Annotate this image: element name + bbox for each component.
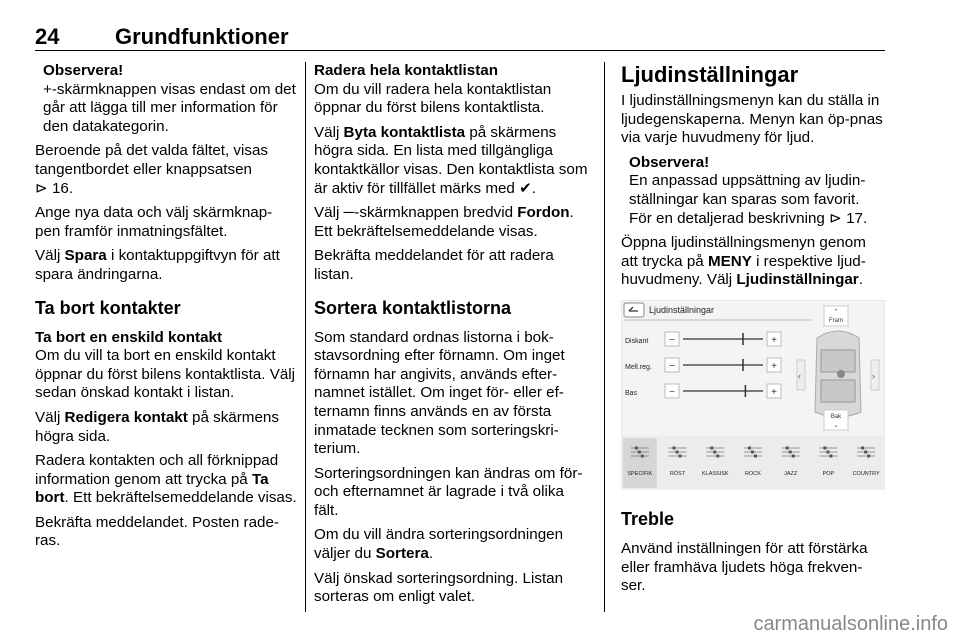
page-ref: 16. <box>51 179 74 197</box>
text: i respektive ljud-huvudmeny. Välj <box>621 252 866 289</box>
text: på skärmens högra sida. <box>35 408 279 445</box>
paragraph: Om du vill ta bort en enskild kontakt öppnar du först bilens kontaktlista. Välj sedan önskad kontakt i listan. <box>35 347 296 402</box>
sound-settings-screenshot <box>621 300 885 490</box>
slider-label: Diskant <box>625 337 649 345</box>
ui-term: Ta bort <box>35 470 269 507</box>
paragraph <box>35 409 297 446</box>
front-label: Fram <box>829 317 843 324</box>
paragraph: I ljudinställningsmenyn kan du ställa in ljudegenskaperna. Menyn kan öp-pnas via varje huvudmeny för ljud. <box>621 92 883 147</box>
column-divider <box>305 62 306 612</box>
subsection-heading: Ta bort en enskild kontakt <box>35 328 223 346</box>
page-title: Grundfunktioner <box>115 24 289 49</box>
chevron-up-icon: ⌃ <box>833 308 839 316</box>
preset-label: RÖST <box>669 470 686 477</box>
chevron-down-icon: ⌄ <box>833 421 839 429</box>
paragraph <box>314 526 590 563</box>
text: Välj ─-skärmknappen bredvid <box>314 204 518 222</box>
page-header <box>35 24 885 51</box>
ui-term: Byta kontaktlista <box>343 123 466 141</box>
paragraph: Sorteringsordningen kan ändras om för- och efternamnet är lagrade i två olika fält. <box>314 464 583 519</box>
plus-icon: + <box>771 386 777 398</box>
text: Välj <box>314 123 344 141</box>
preset-label: KLASSISK <box>701 470 729 477</box>
subsection-heading: Radera hela kontaktlistan <box>314 62 499 79</box>
text: . <box>428 545 434 563</box>
ui-term: Fordon <box>517 204 570 222</box>
paragraph: Välj önskad sorteringsordning. Listan sorteras om enligt valet. <box>314 569 564 606</box>
page-number: 24 <box>35 24 60 49</box>
chevron-left-icon: ‹ <box>798 370 801 381</box>
paragraph <box>621 234 885 290</box>
section-heading: Sortera kontaktlistorna <box>314 297 512 318</box>
text: på skärmens högra sida. En lista med tillgängliga kontaktkällor visas. Den kontaktlista som är aktiv för tillfället märks med ✔. <box>314 123 588 197</box>
text: . Ett bekräftelsemeddelande visas. <box>314 204 574 240</box>
text: . <box>858 271 863 289</box>
column-3 <box>621 62 885 602</box>
text: . Ett bekräftelsemeddelande visas. <box>64 489 297 507</box>
minus-icon: − <box>669 334 675 346</box>
paragraph-text: Beroende på det valda fältet, visas tangentbordet eller knappsatsen <box>35 142 269 178</box>
paragraph: Om du vill radera hela kontaktlistan öppnar du först bilens kontaktlista. <box>314 80 552 117</box>
preset-label: ROCK <box>745 470 761 477</box>
section-heading: Ljudinställningar <box>621 62 799 87</box>
text: Om du vill ändra sorteringsordningen väljer du <box>314 526 564 563</box>
section-heading: Treble <box>621 508 675 529</box>
paragraph: Ange nya data och välj skärmknap-pen framför inmatningsfältet. <box>35 204 273 240</box>
page-ref-icon: ⊳ <box>35 179 48 197</box>
text: Radera kontakten och all förknippad information genom att trycka på <box>35 452 279 488</box>
paragraph: Som standard ordnas listorna i bok-stavsordning efter förnamn. Om inget förnamn har angivits, används efter-namnet istället. Om inget för- eller ef-ternamn finns används en av första inmatade tecknen som sorteringskri-terium. <box>314 328 565 458</box>
ui-term: MENY <box>707 252 752 270</box>
ui-term: Redigera kontakt <box>64 408 188 426</box>
preset-label: SPECIFIK <box>627 470 653 477</box>
paragraph: Bekräfta meddelandet. Posten rade-ras. <box>35 513 279 550</box>
infotainment-screen <box>621 300 885 490</box>
chevron-right-icon: › <box>872 370 875 381</box>
minus-icon: − <box>669 360 675 372</box>
column-2 <box>314 62 590 613</box>
back-button[interactable] <box>624 303 644 317</box>
preset-label: POP <box>822 470 835 477</box>
paragraph <box>314 124 590 198</box>
ui-term: Sortera <box>375 545 429 563</box>
note-text: En anpassad uppsättning av ljudin-ställningar kan sparas som favorit. För en detaljerad beskrivning <box>629 172 866 227</box>
balance-point[interactable] <box>837 370 845 378</box>
note-box <box>629 154 885 228</box>
paragraph: Bekräfta meddelandet för att radera listan. <box>314 247 554 283</box>
column-divider <box>604 62 605 612</box>
paragraph <box>314 204 590 241</box>
section-heading: Ta bort kontakter <box>35 297 181 318</box>
minus-icon: − <box>669 386 675 398</box>
rear-label: Bak <box>830 413 842 420</box>
note-box <box>43 62 297 136</box>
note-text: +-skärmknappen visas endast om det går att lägga till mer information för den datakategorin. <box>43 80 296 135</box>
plus-icon: + <box>771 334 777 346</box>
paragraph: Använd inställningen för att förstärka eller framhäva ljudets höga frekven-ser. <box>621 539 868 595</box>
text: i kontaktuppgiftvyn för att spara ändringarna. <box>35 247 280 283</box>
screen-title: Ljudinställningar <box>649 304 715 315</box>
paragraph <box>35 452 297 508</box>
text: Öppna ljudinställningsmenyn genom att trycka på <box>621 234 866 270</box>
text: Välj <box>35 247 65 265</box>
watermark: carmanualsonline.info <box>753 613 948 635</box>
column-1 <box>35 62 297 557</box>
preset-label: JAZZ <box>784 470 798 477</box>
preset-button[interactable] <box>623 438 657 488</box>
preset-label: COUNTRY <box>852 470 880 477</box>
ui-term: Spara <box>64 247 107 265</box>
page-ref: 17. <box>846 209 868 227</box>
paragraph <box>35 142 297 198</box>
text: Välj <box>35 408 65 426</box>
note-title: Observera! <box>43 62 124 79</box>
slider-label: Mell.reg. <box>625 363 652 371</box>
slider-label: Bas <box>625 389 638 397</box>
plus-icon: + <box>771 360 777 372</box>
paragraph <box>35 247 297 284</box>
ui-term: Ljudinställningar <box>736 271 859 289</box>
page-ref-icon: ⊳ <box>829 209 842 227</box>
note-title: Observera! <box>629 153 710 171</box>
